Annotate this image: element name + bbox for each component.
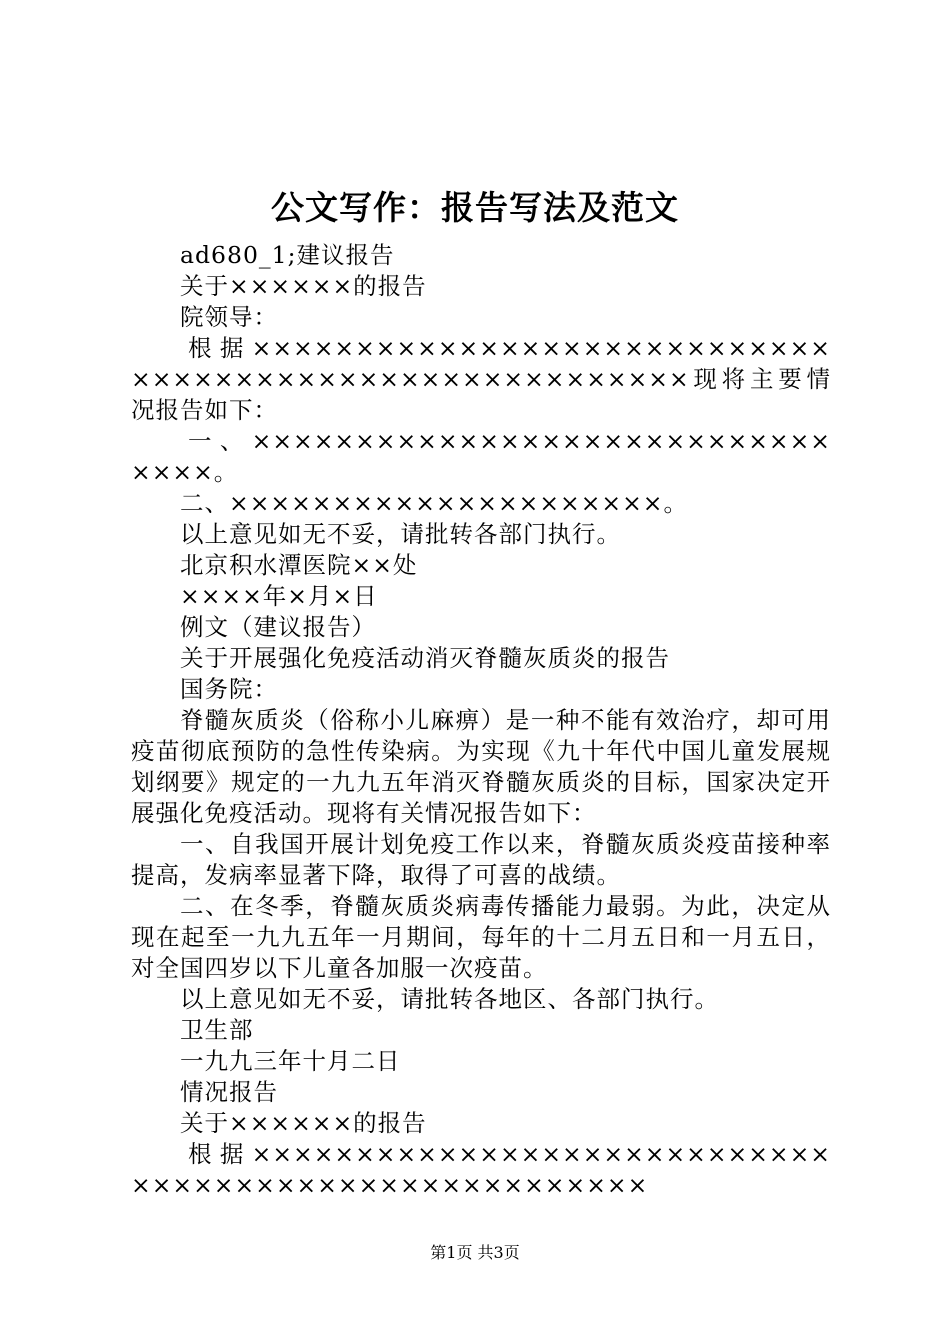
paragraph-6: 二、×××××××××××××××××××××。 xyxy=(180,489,688,517)
paragraph-9: ××××年×月×日 xyxy=(180,582,378,610)
paragraph-3: 院领导： xyxy=(180,303,278,331)
paragraph-12: 国务院： xyxy=(180,675,278,703)
paragraph-5: 一、××××××××××××××××××××××××××××××××。 xyxy=(131,427,831,486)
paragraph-15: 二、在冬季，脊髓灰质炎病毒传播能力最弱。为此，决定从现在起至一九九五年一月期间，每年的十二月五日和一月五日，对全国四岁以下儿童各加服一次疫苗。 xyxy=(131,892,831,982)
paragraph-11: 关于开展强化免疫活动消灭脊髓灰质炎的报告 xyxy=(180,644,670,672)
paragraph-14: 一、自我国开展计划免疫工作以来，脊髓灰质炎疫苗接种率提高，发病率显著下降，取得了可喜的战绩。 xyxy=(131,830,831,889)
paragraph-2: 关于××××××的报告 xyxy=(180,272,427,300)
paragraph-19: 情况报告 xyxy=(180,1078,278,1106)
paragraph-8: 北京积水潭医院××处 xyxy=(180,551,418,579)
paragraph-4: 根据×××××××××××××××××××××××××××××××××××××××××××××××××××××××现将主要情况报告如下： xyxy=(131,334,831,424)
paragraph-18: 一九九三年十月二日 xyxy=(180,1047,401,1075)
document-title: 公文写作：报告写法及范文 xyxy=(271,188,679,227)
paragraph-20: 关于××××××的报告 xyxy=(180,1109,427,1137)
page-number-footer: 第1页 共3页 xyxy=(430,1243,520,1262)
paragraph-17: 卫生部 xyxy=(180,1016,254,1044)
paragraph-7: 以上意见如无不妥，请批转各部门执行。 xyxy=(180,520,621,548)
paragraph-21: 根据××××××××××××××××××××××××××××××××××××××××××××××××××××× xyxy=(131,1140,831,1199)
paragraph-16: 以上意见如无不妥，请批转各地区、各部门执行。 xyxy=(180,985,719,1013)
paragraph-1: ad680_1;建议报告 xyxy=(180,241,395,269)
paragraph-13: 脊髓灰质炎（俗称小儿麻痹）是一种不能有效治疗，却可用疫苗彻底预防的急性传染病。为实现《九十年代中国儿童发展规划纲要》规定的一九九五年消灭脊髓灰质炎的目标，国家决定开展强化免疫活动。现将有关情况报告如下： xyxy=(131,706,831,827)
document-body xyxy=(131,240,831,1201)
paragraph-10: 例文（建议报告） xyxy=(180,613,376,641)
